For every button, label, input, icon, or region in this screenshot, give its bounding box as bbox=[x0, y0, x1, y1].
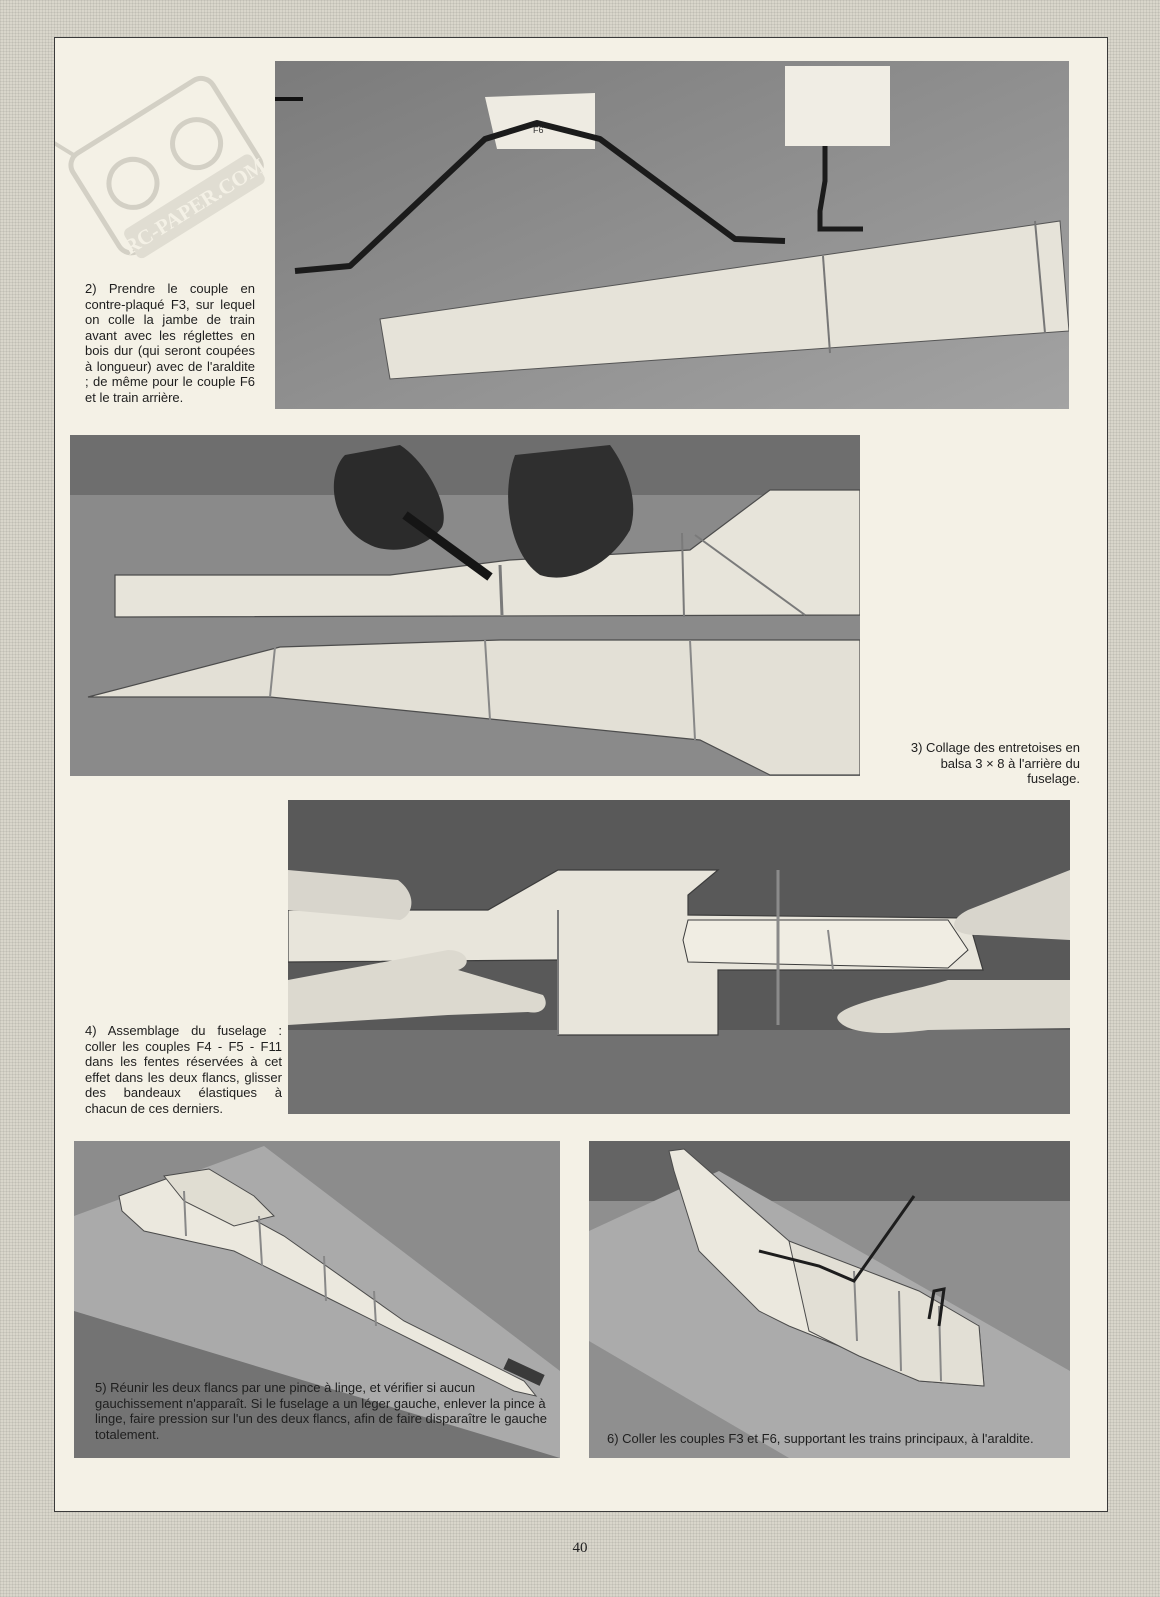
caption-photo-3: 3) Collage des entretoises en balsa 3 × 8 à l'arrière du fuselage. bbox=[910, 740, 1080, 786]
caption-photo-6: 6) Coller les couples F3 et F6, supportant les trains principaux, à l'araldite. bbox=[607, 1431, 1034, 1446]
magazine-page bbox=[54, 37, 1108, 1512]
photo-spacer-gluing bbox=[70, 435, 860, 776]
photo-fuselage-assembly bbox=[288, 800, 1070, 1114]
caption-photo-2: 2) Prendre le couple en contre-plaqué F3, sur lequel on colle la jambe de train avant avec les réglettes en bois dur (qui seront coupées à longueur) avec de l'araldite ; de même pour le couple F6 et le train arrière. bbox=[85, 281, 255, 405]
rc-paper-logo bbox=[55, 38, 280, 278]
frame-label: F6 bbox=[533, 125, 544, 135]
caption-photo-5: 5) Réunir les deux flancs par une pince à linge, et vérifier si aucun gauchissement n'apparaît. Si le fuselage a un léger gauche, enlever la pince à linge, faire pression sur l'un des deux flancs, afin de faire disparaître le gauche totalement. bbox=[95, 1380, 547, 1442]
watermark-text: RC-PAPER.COM bbox=[119, 153, 270, 260]
photo-gear-frames-gluing bbox=[589, 1141, 1070, 1458]
caption-photo-4: 4) Assemblage du fuselage : coller les couples F4 - F5 - F11 dans les fentes réservées à cet effet dans les deux flancs, glisser des bandeaux élastiques à chacun de ces derniers. bbox=[85, 1023, 282, 1116]
page-number: 40 bbox=[572, 1540, 588, 1556]
photo-landing-gear-frames bbox=[275, 61, 1069, 409]
